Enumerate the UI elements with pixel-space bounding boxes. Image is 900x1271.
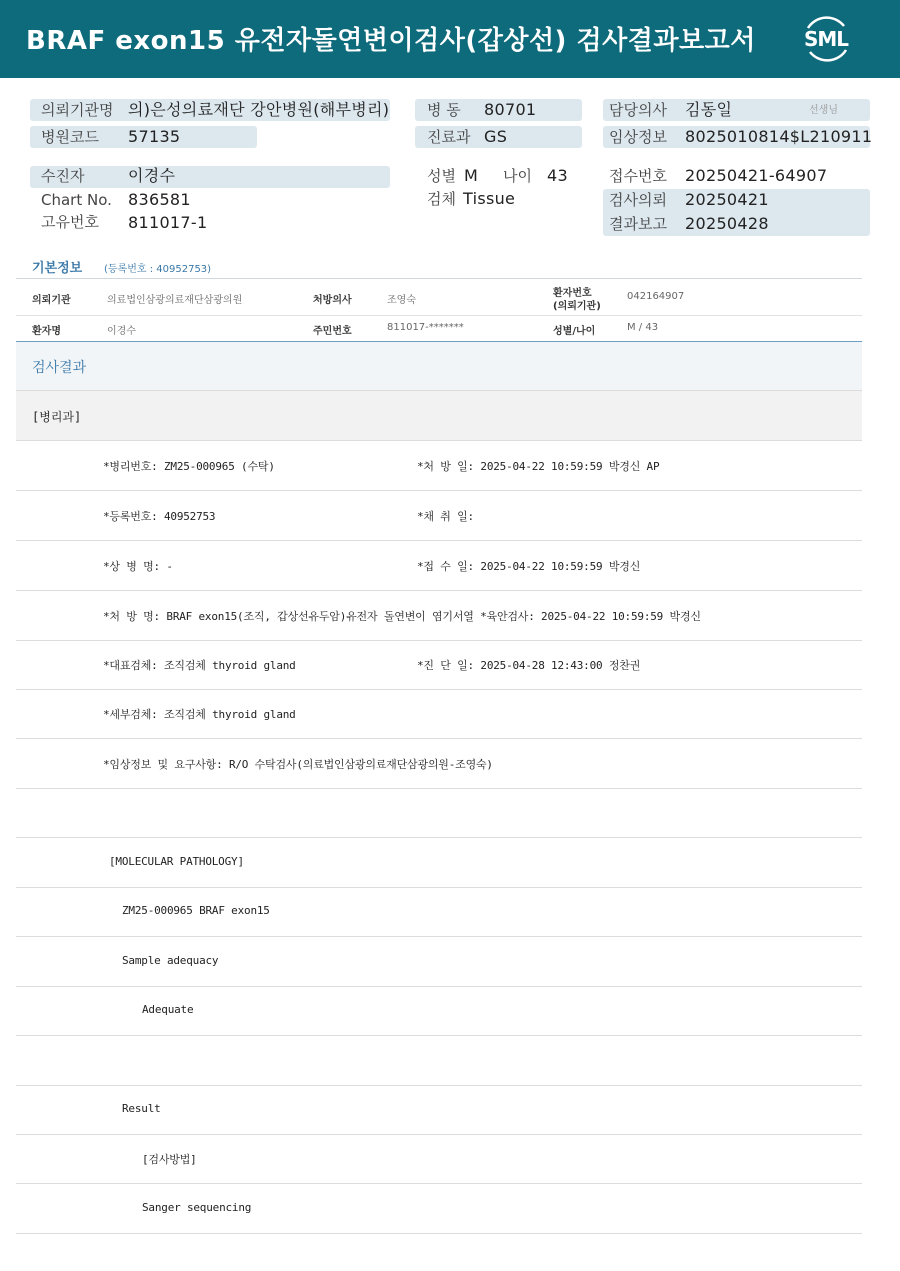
report-title: BRAF exon15 유전자돌연변이검사(갑상선) 검사결과보고서 [26, 26, 756, 56]
doc-key: 처방의사 [313, 295, 352, 306]
molecular-line [16, 937, 862, 987]
result-line [16, 491, 862, 541]
clinical-info-label: 임상정보 [609, 128, 667, 146]
report-value: 20250428 [685, 214, 769, 233]
molecular-line [16, 1134, 862, 1184]
sexage-key: 성별/나이 [553, 326, 596, 337]
molecular-line-text: Sanger sequencing [142, 1201, 252, 1214]
basic-info-subtitle: (등록번호 : 40952753) [104, 264, 212, 275]
result-line-right: *처 방 일: 2025-04-22 10:59:59 박경신 AP [417, 460, 660, 473]
result-line [16, 591, 862, 641]
results-title: 검사결과 [32, 360, 87, 376]
result-line [16, 541, 862, 591]
clinical-info-value: 8025010814$L210911 [685, 127, 873, 146]
doctor-label: 담당의사 [609, 101, 667, 119]
sex-value: M [464, 166, 479, 185]
molecular-line [16, 1085, 862, 1135]
pid-key-line2: (의뢰기관) [553, 301, 601, 312]
request-label: 검사의뢰 [609, 191, 667, 209]
result-line-left: *대표검체: 조직검체 thyroid gland [103, 659, 296, 672]
doctor-value: 김동일 [685, 100, 733, 119]
result-line-left: *등록번호: 40952753 [103, 510, 216, 523]
results-header [16, 342, 862, 391]
rrn-val: 811017-******* [387, 322, 464, 333]
receipt-label: 접수번호 [609, 167, 667, 185]
sml-logo [800, 14, 852, 64]
institution-value: 의)은성의료재단 강안병원(해부병리) [128, 100, 390, 119]
result-line-left: *처 방 명: BRAF exon15(조직, 갑상선유두암)유전자 돌연변이 염기서열 *육안검사: 2025-04-22 10:59:59 박경신 [103, 610, 701, 623]
molecular-line [16, 1184, 862, 1234]
unique-label: 고유번호 [41, 213, 99, 231]
molecular-line-text: Result [122, 1102, 161, 1115]
sexage-val: M / 43 [627, 322, 659, 333]
basic-info-title: 기본정보 [32, 261, 83, 276]
basic-info-header [16, 252, 862, 279]
basic-info-row [16, 316, 862, 342]
dept-label: 진료과 [427, 128, 471, 146]
report-label: 결과보고 [609, 215, 667, 233]
logo-text: SML [803, 27, 849, 51]
inst-key: 의뢰기관 [32, 295, 71, 306]
unique-value: 811017-1 [128, 213, 208, 232]
name-val: 이경수 [107, 326, 136, 337]
molecular-line [16, 838, 862, 888]
chart-value: 836581 [128, 190, 191, 209]
basic-info-row [16, 279, 862, 316]
result-line-left: *병리번호: ZM25-000965 (수탁) [103, 460, 275, 473]
pid-val: 042164907 [627, 291, 685, 302]
receipt-value: 20250421-64907 [685, 166, 828, 185]
result-line-right: *채 취 일: [417, 510, 474, 523]
rrn-key: 주민번호 [313, 326, 352, 337]
molecular-line [16, 887, 862, 937]
doctor-suffix: 선생님 [809, 105, 838, 116]
result-line-right: *접 수 일: 2025-04-22 10:59:59 박경신 [417, 560, 641, 573]
result-line [16, 689, 862, 739]
molecular-line-text: [MOLECULAR PATHOLOGY] [109, 855, 244, 868]
specimen-label: 검체 [427, 190, 456, 208]
result-line [16, 441, 862, 491]
inst-val: 의료법인삼광의료재단삼광의원 [107, 295, 243, 306]
result-line-right: *진 단 일: 2025-04-28 12:43:00 정찬권 [417, 659, 641, 672]
age-label: 나이 [503, 167, 532, 185]
specimen-value: Tissue [463, 189, 516, 208]
department-row [16, 391, 862, 441]
institution-label: 의뢰기관명 [41, 101, 114, 119]
ward-value: 80701 [484, 100, 537, 119]
doc-val: 조영숙 [387, 295, 416, 306]
department-label: [병리과] [32, 410, 82, 424]
hospital-code-label: 병원코드 [41, 128, 99, 146]
sex-label: 성별 [427, 167, 456, 185]
header-bar [0, 0, 900, 78]
result-line [16, 739, 862, 789]
molecular-line-text: Adequate [142, 1003, 194, 1016]
molecular-line-text: [검사방법] [142, 1153, 197, 1166]
patient-value: 이경수 [128, 166, 176, 185]
pid-key-line1: 환자번호 [553, 288, 592, 299]
result-line-left: *세부검체: 조직검체 thyroid gland [103, 708, 296, 721]
ward-label: 병 동 [427, 101, 461, 119]
result-line-left: *상 병 명: - [103, 560, 173, 573]
chart-label: Chart No. [41, 191, 112, 209]
request-value: 20250421 [685, 190, 769, 209]
age-value: 43 [547, 166, 568, 185]
hospital-code-value: 57135 [128, 127, 181, 146]
molecular-line-text: Sample adequacy [122, 954, 219, 967]
molecular-line [16, 986, 862, 1036]
dept-value: GS [484, 127, 508, 146]
patient-label: 수진자 [41, 167, 85, 185]
molecular-line-text: ZM25-000965 BRAF exon15 [122, 904, 270, 917]
name-key: 환자명 [32, 326, 61, 337]
result-line [16, 640, 862, 690]
result-line-left: *임상정보 및 요구사항: R/O 수탁검사(의료법인삼광의료재단삼광의원-조영숙) [103, 758, 493, 771]
molecular-line-blank [16, 1036, 862, 1086]
result-line-blank [16, 788, 862, 838]
